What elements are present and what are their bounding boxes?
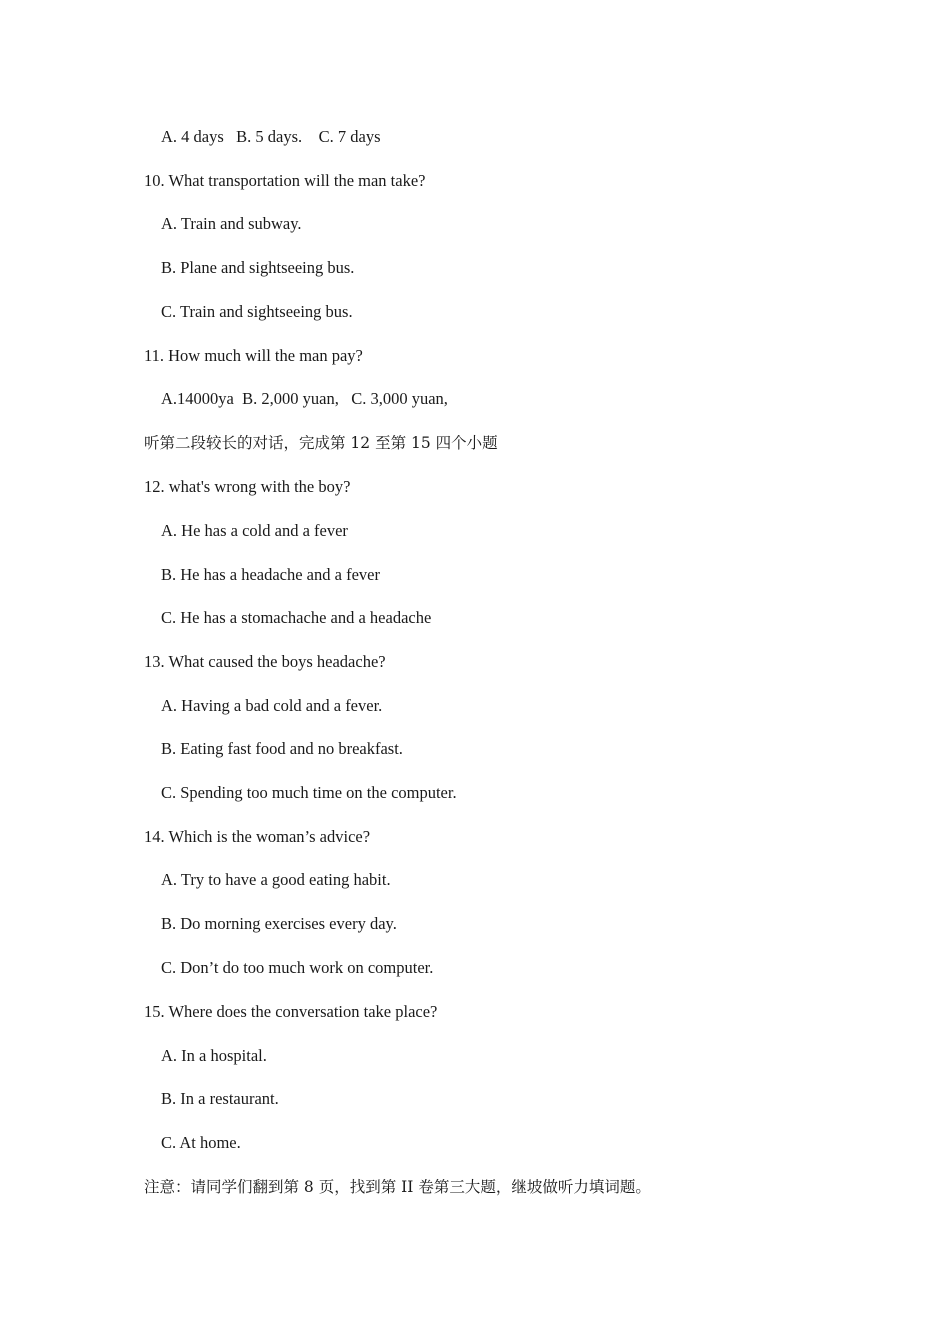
- section-instruction: 听第二段较长的对话，完成第 12 至第 15 四个小题: [144, 434, 498, 452]
- question-14: 14. Which is the woman’s advice?: [144, 827, 371, 846]
- question-11: 11. How much will the man pay?: [144, 346, 363, 365]
- q13-option-b: B. Eating fast food and no breakfast.: [161, 739, 403, 758]
- q11-options: A.14000ya B. 2,000 yuan, C. 3,000 yuan,: [161, 389, 448, 408]
- question-13: 13. What caused the boys headache?: [144, 652, 386, 671]
- closing-note: 注意：请同学们翻到第 8 页，找到第 II 卷第三大题，继坡做听力填词题。: [144, 1178, 651, 1196]
- q12-option-b: B. He has a headache and a fever: [161, 565, 380, 584]
- q15-option-a: A. In a hospital.: [161, 1046, 267, 1065]
- q13-option-c: C. Spending too much time on the computer.: [161, 783, 457, 802]
- q14-option-c: C. Don’t do too much work on computer.: [161, 958, 434, 977]
- question-15: 15. Where does the conversation take place?: [144, 1002, 438, 1021]
- q10-option-b: B. Plane and sightseeing bus.: [161, 258, 355, 277]
- q14-option-b: B. Do morning exercises every day.: [161, 914, 397, 933]
- q12-option-c: C. He has a stomachache and a headache: [161, 608, 432, 627]
- q12-option-a: A. He has a cold and a fever: [161, 521, 348, 540]
- q9-options: A. 4 days B. 5 days. C. 7 days: [161, 127, 381, 146]
- q13-option-a: A. Having a bad cold and a fever.: [161, 696, 383, 715]
- q10-option-a: A. Train and subway.: [161, 214, 302, 233]
- question-12: 12. what's wrong with the boy?: [144, 477, 351, 496]
- q10-option-c: C. Train and sightseeing bus.: [161, 302, 353, 321]
- q15-option-c: C. At home.: [161, 1133, 241, 1152]
- q14-option-a: A. Try to have a good eating habit.: [161, 870, 391, 889]
- question-10: 10. What transportation will the man take?: [144, 171, 426, 190]
- q15-option-b: B. In a restaurant.: [161, 1089, 279, 1108]
